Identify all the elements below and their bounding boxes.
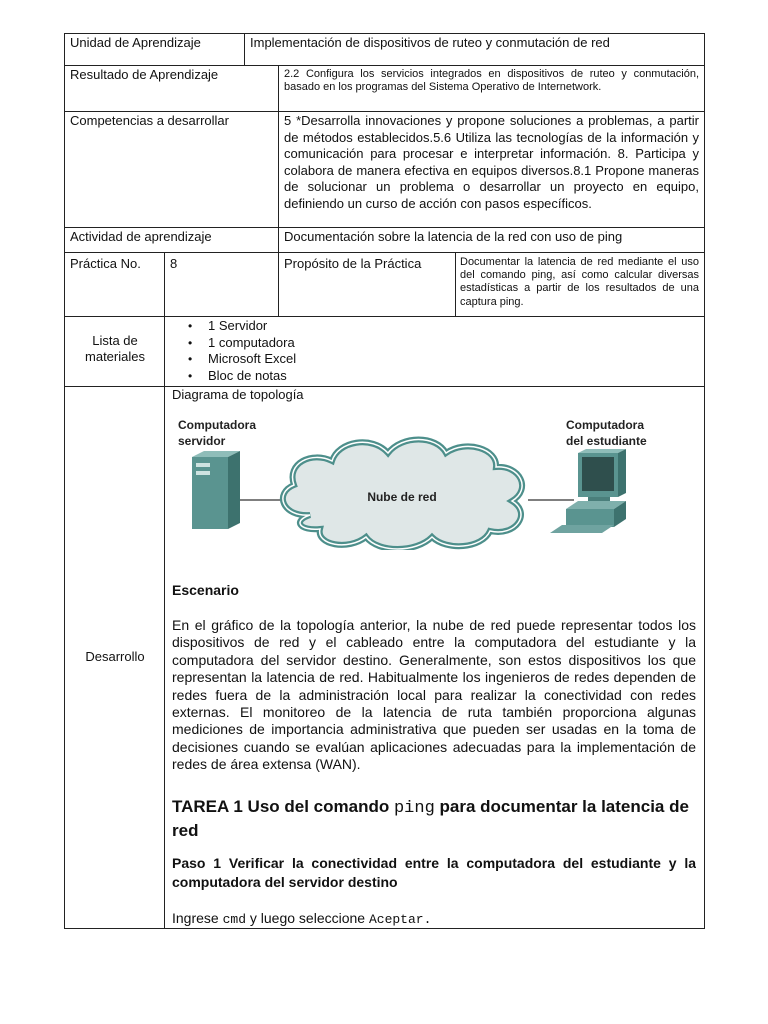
instr-button: Aceptar. — [368, 912, 432, 927]
resultado-label: Resultado de Aprendizaje — [70, 67, 219, 82]
diagram-label-line2: servidor — [178, 434, 226, 448]
step-heading: Paso 1 Verificar la conectividad entre la computadora del estudiante y la computadora del servidor destino — [172, 855, 696, 890]
actividad-value: Documentación sobre la latencia de la red con uso de ping — [284, 229, 623, 244]
server-label-line1: Computadora — [178, 418, 256, 432]
instr-middle: y luego seleccione — [249, 910, 366, 926]
instruction-line — [172, 909, 692, 929]
topology-svg — [170, 405, 690, 550]
student-label — [566, 418, 647, 448]
resultado-value: 2.2 Configura los servicios integrados en dispositivos de ruteo y conmutación, basado en los programas del Sistema Operativo de Internetwork. — [284, 68, 699, 93]
server-icon — [192, 451, 240, 529]
scenario-heading: Escenario — [172, 582, 239, 598]
list-item: • Microsoft Excel — [166, 351, 696, 368]
proposito-value: Documentar la latencia de red mediante el uso del comando ping, así como calcular diversas estadísticas a partir de los resultados de una captura ping. — [460, 256, 699, 308]
cloud-label: Nube de red — [367, 490, 437, 504]
topology-diagram — [170, 405, 690, 550]
competencias-value: 5 *Desarrolla innovaciones y propone soluciones a problemas, a partir de métodos establecidos.5.6 Utiliza las tecnologías de la información y comunicación para procesar e interpretar información. 8. Participa y colabora de manera efectiva en equipos diversos.8.1 Propone maneras de solucionar un problema o desarrollar un proyecto en equipo, definiendo un curso de acción con pasos específicos. — [284, 113, 699, 211]
unidad-value: Implementación de dispositivos de ruteo y conmutación de red — [250, 35, 610, 50]
task-suffix: para documentar la latencia de red — [172, 797, 689, 840]
list-item: • 1 Servidor — [166, 318, 696, 335]
task-heading — [172, 796, 700, 842]
computer-icon — [550, 449, 626, 533]
scenario-text: En el gráfico de la topología anterior, la nube de red puede representar todos los dispositivos de red y el cableado entre la computadora del estudiante y la computadora del servidor destino. Generalmente, son estos dispositivos los que representan la latencia de red. Habitualmente los ingenieros de redes dependen de redes fuera de la administración local para realizar la conectividad con redes externas. El monitoreo de la latencia de ruta también proporciona algunas mediciones de importancia administrativa que pueden ser usadas en la toma de decisiones cuando se evalúan aplicaciones adecuadas para la implementación de redes de área extensa (WAN). — [172, 617, 696, 773]
list-item: • 1 computadora — [166, 335, 696, 352]
materiales-list-box — [166, 318, 696, 384]
server-label — [178, 418, 259, 448]
practica-number: 8 — [170, 256, 178, 271]
materiales-list — [166, 318, 696, 384]
desarrollo-label: Desarrollo — [85, 649, 145, 664]
diagram-label-line2: del estudiante — [566, 434, 647, 448]
unidad-label: Unidad de Aprendizaje — [70, 35, 201, 50]
practica-label: Práctica No. — [70, 256, 141, 271]
task-prefix: TAREA 1 Uso del comando — [172, 797, 390, 816]
materiales-label: Lista de materiales — [85, 333, 145, 364]
task-command: ping — [393, 799, 435, 818]
list-item: • Bloc de notas — [166, 368, 696, 385]
instr-prefix: Ingrese — [172, 910, 219, 926]
competencias-label: Competencias a desarrollar — [70, 113, 229, 128]
proposito-label: Propósito de la Práctica — [284, 256, 422, 271]
instr-cmd: cmd — [222, 912, 246, 927]
diagram-title: Diagrama de topología — [172, 387, 304, 402]
actividad-label: Actividad de aprendizaje — [70, 229, 212, 244]
student-label-line1: Computadora — [566, 418, 644, 432]
